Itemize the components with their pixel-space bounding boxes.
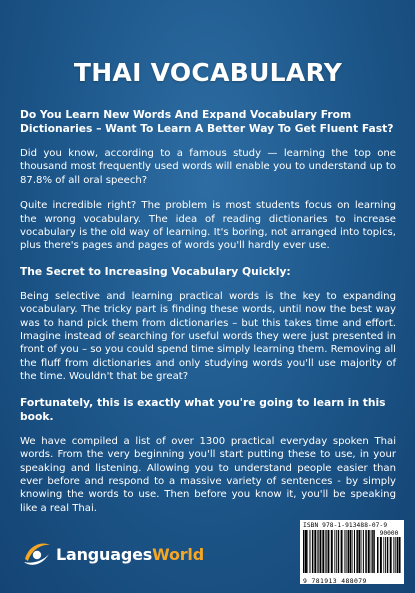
publisher-name-part2: World [152,544,204,564]
fortunately-heading: Fortunately, this is exactly what you're going to learn in this book. [20,395,386,423]
barcode-bar [312,530,314,573]
barcode-bar [350,530,352,573]
barcode-bar [305,530,307,573]
barcode-bar [325,530,326,573]
barcode-addon-digits: 90000 [379,530,399,537]
barcode-bar [328,530,330,573]
barcode-bar [363,530,364,573]
barcode-bar [356,530,358,573]
barcode-bar [309,530,310,573]
publisher-name [56,545,204,564]
barcode-bar [348,530,350,573]
barcode-main-digits: 9 781913 488079 [303,577,367,585]
barcode-bar [393,537,394,573]
barcode-bar [387,537,389,573]
barcode-bar [358,530,360,573]
barcode-bar [314,530,316,573]
barcode-bar [344,530,345,573]
barcode-bar [365,530,367,573]
barcode-bar [341,530,343,573]
barcode-bar [385,537,386,573]
barcode-bar [399,537,401,573]
paragraph-secret: Being selective and learning practical words is the key to expanding vocabulary. The tricky part is finding these words, until now the best way was to hand pick them from dictionaries – but this takes time and effort. Imagine instead of searching for useful words they were just presented in front of you – so you could spend time simply learning them. Removing all the fluff from dictionaries and only studying words you'll use majority of the time. Wouldn't that be great? [20,290,396,383]
barcode-bar [318,530,319,573]
paragraph-problem: Quite incredible right? The problem is most students focus on learning the wrong vocabulary. The idea of reading dictionaries to increase vocabulary is the old way of learning. It's boring, not arranged into topics, plus there's pages and pages of words you'll hardly ever use. [20,200,396,252]
barcode-bars-row [303,530,401,577]
barcode-bar [395,537,396,573]
isbn-barcode [300,520,404,584]
barcode-addon [377,530,401,577]
intro-heading: Do You Learn New Words And Expand Vocabulary From Dictionaries – Want To Learn A Better Way To Get Fluent Fast? [20,108,394,135]
barcode-bar [326,530,327,573]
paragraph-study: Did you know, according to a famous study — learning the top one thousand most frequently used words will enable you to understand up to 87.8% of all oral speech? [20,148,396,186]
barcode-bar [361,530,362,573]
barcode-bar [373,530,375,573]
globe-swoosh-icon [22,541,52,567]
barcode-main-bars [303,530,375,573]
isbn-label: ISBN 978-1-913488-07-9 [303,522,388,529]
barcode-bar [390,537,392,573]
barcode-bar [354,530,355,573]
secret-heading: The Secret to Increasing Vocabulary Quickly: [20,264,291,278]
barcode-bar [331,530,333,573]
barcode-bar [322,530,324,573]
barcode-addon-bars [377,537,401,573]
barcode-bar [383,537,384,573]
barcode-bar [397,537,399,573]
barcode-bar [320,530,322,573]
barcode-bar [380,537,382,573]
barcode-bar [338,530,340,573]
barcode-bar [352,530,353,573]
barcode-bar [346,530,347,573]
barcode-bar [334,530,335,573]
barcode-bar [371,530,372,573]
barcode-bar [336,530,337,573]
cover-title: THAI VOCABULARY [73,58,343,87]
barcode-bar [377,537,379,573]
barcode-bar [307,530,308,573]
barcode-bar [303,530,305,573]
barcode-bar [372,530,373,573]
barcode-bar [317,530,318,573]
barcode-bar [368,530,370,573]
cover-content [20,58,396,527]
paragraph-offer: We have compiled a list of over 1300 practical everyday spoken Thai words. From the very beginning you'll start putting these to use, in your speaking and listening. Allowing you to understand people easier than ever before and respond to a massive variety of sentences - by simply knowing the words to use. Then before you know it, you'll be speaking like a real Thai. [20,435,396,514]
publisher-logo [22,541,204,567]
publisher-name-part1: Languages [56,544,153,564]
